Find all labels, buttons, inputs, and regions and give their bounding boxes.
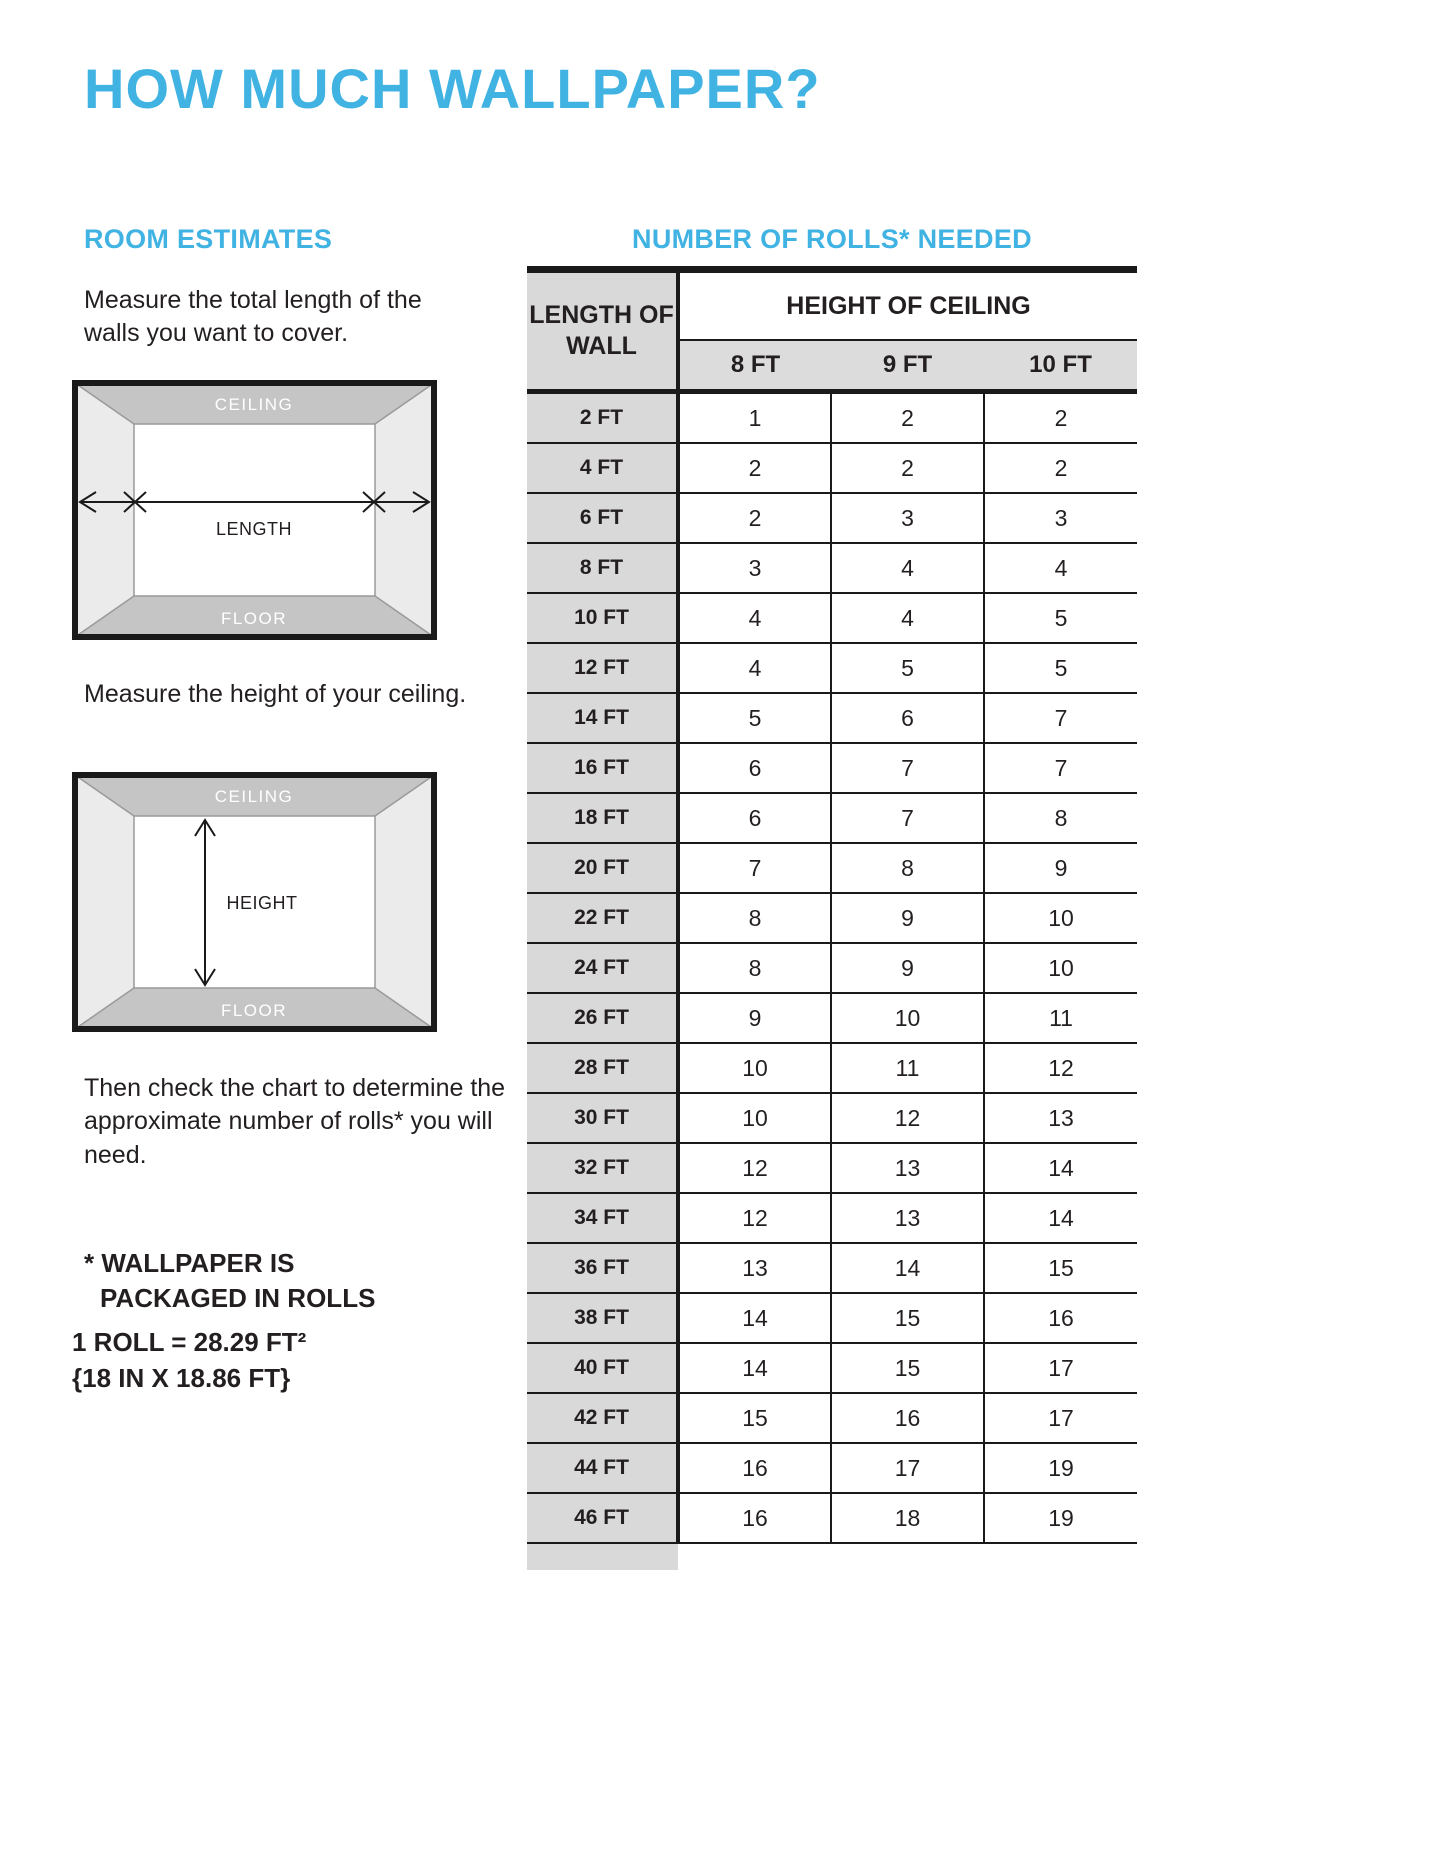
height-of-ceiling-header: HEIGHT OF CEILING — [678, 270, 1137, 341]
value-cell-10ft: 2 — [984, 392, 1137, 444]
value-cell-9ft: 17 — [831, 1443, 984, 1493]
value-cell-9ft: 4 — [831, 593, 984, 643]
value-cell-10ft: 14 — [984, 1143, 1137, 1193]
table-row — [527, 743, 1137, 793]
table-row — [527, 593, 1137, 643]
column-header-10ft: 10 FT — [984, 340, 1137, 392]
value-cell-9ft: 13 — [831, 1193, 984, 1243]
step2-text: Measure the height of your ceiling. — [84, 680, 467, 708]
table-row — [527, 1493, 1137, 1543]
value-cell-10ft: 2 — [984, 443, 1137, 493]
length-label: LENGTH — [215, 519, 293, 539]
ceiling-label: CEILING — [214, 787, 294, 806]
room-estimates-heading: ROOM ESTIMATES — [84, 224, 333, 254]
table-row — [527, 793, 1137, 843]
table-row — [527, 1193, 1137, 1243]
value-cell-10ft: 7 — [984, 693, 1137, 743]
value-cell-10ft: 7 — [984, 743, 1137, 793]
length-cell: 18 FT — [527, 793, 678, 843]
value-cell-9ft: 6 — [831, 693, 984, 743]
value-cell-9ft: 9 — [831, 893, 984, 943]
height-label: HEIGHT — [226, 893, 298, 913]
table-row — [527, 893, 1137, 943]
table-row — [527, 643, 1137, 693]
value-cell-8ft: 12 — [678, 1193, 831, 1243]
value-cell-10ft: 10 — [984, 943, 1137, 993]
length-cell: 26 FT — [527, 993, 678, 1043]
length-cell: 8 FT — [527, 543, 678, 593]
value-cell-10ft: 11 — [984, 993, 1137, 1043]
value-cell-8ft: 8 — [678, 943, 831, 993]
length-cell: 40 FT — [527, 1343, 678, 1393]
packaging-footnote — [84, 1246, 375, 1316]
value-cell-9ft: 15 — [831, 1343, 984, 1393]
length-cell: 10 FT — [527, 593, 678, 643]
value-cell-8ft: 16 — [678, 1443, 831, 1493]
value-cell-10ft: 9 — [984, 843, 1137, 893]
page-title: HOW MUCH WALLPAPER? — [84, 57, 821, 120]
length-cell: 38 FT — [527, 1293, 678, 1343]
table-row — [527, 1293, 1137, 1343]
length-cell: 16 FT — [527, 743, 678, 793]
value-cell-10ft: 17 — [984, 1393, 1137, 1443]
length-cell: 32 FT — [527, 1143, 678, 1193]
value-cell-9ft: 3 — [831, 493, 984, 543]
table-row — [527, 1243, 1137, 1293]
value-cell-10ft: 12 — [984, 1043, 1137, 1093]
length-cell: 36 FT — [527, 1243, 678, 1293]
value-cell-8ft: 4 — [678, 593, 831, 643]
step3-text: Then check the chart to determine the approximate number of rolls* you will need. — [84, 1074, 506, 1169]
value-cell-10ft: 8 — [984, 793, 1137, 843]
roll-size-line2: {18 IN X 18.86 FT} — [72, 1363, 291, 1394]
length-cell: 4 FT — [527, 443, 678, 493]
value-cell-8ft: 8 — [678, 893, 831, 943]
length-cell: 30 FT — [527, 1093, 678, 1143]
value-cell-8ft: 1 — [678, 392, 831, 444]
value-cell-9ft: 16 — [831, 1393, 984, 1443]
length-cell: 42 FT — [527, 1393, 678, 1443]
value-cell-8ft: 7 — [678, 843, 831, 893]
length-cell: 6 FT — [527, 493, 678, 543]
value-cell-8ft: 6 — [678, 793, 831, 843]
table-header-row — [527, 270, 1137, 341]
value-cell-10ft: 17 — [984, 1343, 1137, 1393]
table-row — [527, 1393, 1137, 1443]
value-cell-10ft: 4 — [984, 543, 1137, 593]
value-cell-9ft: 9 — [831, 943, 984, 993]
footnote-line2: PACKAGED IN ROLLS — [100, 1283, 376, 1314]
value-cell-9ft: 7 — [831, 743, 984, 793]
table-row — [527, 993, 1137, 1043]
left-wall — [75, 775, 134, 1029]
table-row — [527, 1143, 1137, 1193]
table-row — [527, 543, 1137, 593]
length-cell: 12 FT — [527, 643, 678, 693]
column-header-9ft: 9 FT — [831, 340, 984, 392]
room-length-diagram — [72, 380, 437, 640]
step1-text: Measure the total length of the walls you want to cover. — [84, 286, 422, 348]
floor-label: FLOOR — [220, 609, 288, 628]
value-cell-8ft: 13 — [678, 1243, 831, 1293]
value-cell-9ft: 11 — [831, 1043, 984, 1093]
value-cell-9ft: 12 — [831, 1093, 984, 1143]
value-cell-8ft: 9 — [678, 993, 831, 1043]
table-row — [527, 1043, 1137, 1093]
floor-label: FLOOR — [220, 1001, 288, 1020]
value-cell-8ft: 6 — [678, 743, 831, 793]
value-cell-10ft: 3 — [984, 493, 1137, 543]
table-row — [527, 1093, 1137, 1143]
value-cell-8ft: 2 — [678, 443, 831, 493]
back-wall — [134, 424, 375, 596]
value-cell-9ft: 18 — [831, 1493, 984, 1543]
value-cell-9ft: 2 — [831, 392, 984, 444]
value-cell-9ft: 10 — [831, 993, 984, 1043]
value-cell-9ft: 2 — [831, 443, 984, 493]
value-cell-8ft: 2 — [678, 493, 831, 543]
table-row — [527, 443, 1137, 493]
value-cell-9ft: 13 — [831, 1143, 984, 1193]
table-footer-tab — [527, 1543, 678, 1570]
value-cell-8ft: 5 — [678, 693, 831, 743]
table-row — [527, 693, 1137, 743]
length-cell: 20 FT — [527, 843, 678, 893]
roll-size-line1: 1 ROLL = 28.29 FT² — [72, 1327, 307, 1357]
value-cell-10ft: 10 — [984, 893, 1137, 943]
table-row — [527, 1443, 1137, 1493]
value-cell-10ft: 13 — [984, 1093, 1137, 1143]
footnote-line1: * WALLPAPER IS — [84, 1248, 295, 1278]
table-row — [527, 943, 1137, 993]
table-row — [527, 392, 1137, 444]
value-cell-8ft: 4 — [678, 643, 831, 693]
length-cell: 2 FT — [527, 392, 678, 444]
value-cell-10ft: 5 — [984, 593, 1137, 643]
value-cell-10ft: 5 — [984, 643, 1137, 693]
length-cell: 34 FT — [527, 1193, 678, 1243]
value-cell-8ft: 16 — [678, 1493, 831, 1543]
table-row — [527, 1343, 1137, 1393]
rolls-table — [527, 266, 1137, 1570]
value-cell-10ft: 19 — [984, 1443, 1137, 1493]
value-cell-8ft: 12 — [678, 1143, 831, 1193]
right-wall — [375, 775, 434, 1029]
length-cell: 22 FT — [527, 893, 678, 943]
value-cell-8ft: 10 — [678, 1093, 831, 1143]
value-cell-8ft: 10 — [678, 1043, 831, 1093]
value-cell-10ft: 14 — [984, 1193, 1137, 1243]
length-cell: 46 FT — [527, 1493, 678, 1543]
length-cell: 28 FT — [527, 1043, 678, 1093]
table-footer-tab-row — [527, 1543, 1137, 1570]
table-row — [527, 843, 1137, 893]
value-cell-8ft: 15 — [678, 1393, 831, 1443]
value-cell-8ft: 14 — [678, 1343, 831, 1393]
length-cell: 14 FT — [527, 693, 678, 743]
value-cell-9ft: 5 — [831, 643, 984, 693]
roll-size-note — [72, 1324, 306, 1397]
table-row — [527, 493, 1137, 543]
column-header-8ft: 8 FT — [678, 340, 831, 392]
value-cell-10ft: 15 — [984, 1243, 1137, 1293]
value-cell-10ft: 19 — [984, 1493, 1137, 1543]
table-footer-spacer — [678, 1543, 1137, 1570]
value-cell-9ft: 8 — [831, 843, 984, 893]
value-cell-9ft: 4 — [831, 543, 984, 593]
value-cell-8ft: 3 — [678, 543, 831, 593]
ceiling-label: CEILING — [214, 395, 294, 414]
room-height-diagram — [72, 772, 437, 1032]
rolls-needed-heading: NUMBER OF ROLLS* NEEDED — [632, 224, 1032, 254]
value-cell-9ft: 14 — [831, 1243, 984, 1293]
value-cell-10ft: 16 — [984, 1293, 1137, 1343]
length-cell: 44 FT — [527, 1443, 678, 1493]
value-cell-9ft: 15 — [831, 1293, 984, 1343]
value-cell-8ft: 14 — [678, 1293, 831, 1343]
length-cell: 24 FT — [527, 943, 678, 993]
value-cell-9ft: 7 — [831, 793, 984, 843]
length-of-wall-header: LENGTH OF WALL — [527, 270, 678, 392]
